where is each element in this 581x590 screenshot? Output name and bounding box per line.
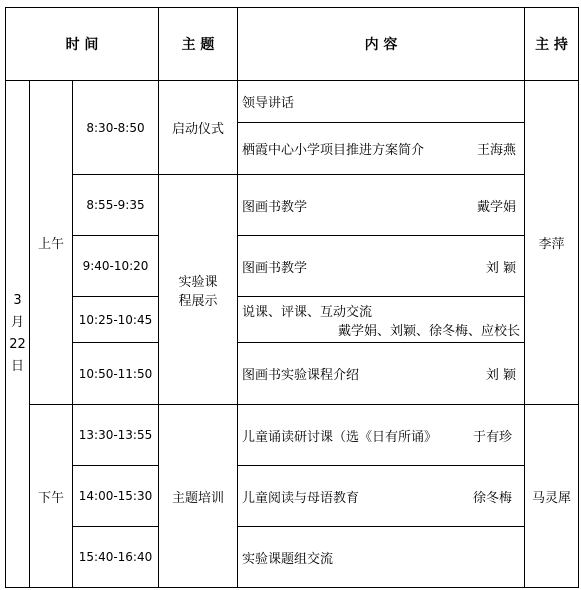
period-pm: 下午 — [30, 405, 73, 588]
date-cell — [6, 81, 30, 588]
content-item: 图画书教学 戴学娟 — [238, 175, 525, 236]
header-host: 主 持 — [525, 8, 579, 81]
time-slot: 14:00-15:30 — [73, 466, 159, 527]
date-day-num: 22 — [9, 337, 26, 352]
time-slot: 9:40-10:20 — [73, 236, 159, 297]
header-topic: 主 题 — [159, 8, 238, 81]
schedule-table — [5, 7, 579, 588]
content-item: 图画书教学 刘 颖 — [238, 236, 525, 297]
content-item: 图画书实验课程介绍 刘 颖 — [238, 343, 525, 405]
time-slot: 15:40-16:40 — [73, 527, 159, 588]
time-slot: 8:55-9:35 — [73, 175, 159, 236]
date-month-num: 3 — [13, 293, 22, 308]
time-slot: 8:30-8:50 — [73, 81, 159, 175]
content-item: 儿童阅读与母语教育 徐冬梅 — [238, 466, 525, 527]
time-slot: 13:30-13:55 — [73, 405, 159, 466]
host-pm: 马灵犀 — [525, 405, 579, 588]
host-am: 李萍 — [525, 81, 579, 405]
time-slot: 10:50-11:50 — [73, 343, 159, 405]
content-item: 说课、评课、互动交流 戴学娟、刘颖、徐冬梅、应校长 — [238, 297, 525, 343]
topic-cell: 启动仪式 — [159, 81, 238, 175]
header-content: 内 容 — [238, 8, 525, 81]
content-item: 儿童诵读研讨课（选《日有所诵》 于有珍 — [238, 405, 525, 466]
content-item: 实验课题组交流 — [238, 527, 525, 588]
content-item: 领导讲话 — [242, 96, 295, 111]
header-time: 时 间 — [6, 8, 159, 81]
date-day-char: 日 — [10, 359, 24, 374]
period-am: 上午 — [30, 81, 73, 405]
topic-cell: 实验课 程展示 — [159, 175, 238, 405]
date-month-char: 月 — [10, 315, 24, 330]
time-slot: 10:25-10:45 — [73, 297, 159, 343]
topic-cell: 主题培训 — [159, 405, 238, 588]
content-item: 栖霞中心小学项目推进方案简介 王海燕 — [238, 122, 524, 174]
